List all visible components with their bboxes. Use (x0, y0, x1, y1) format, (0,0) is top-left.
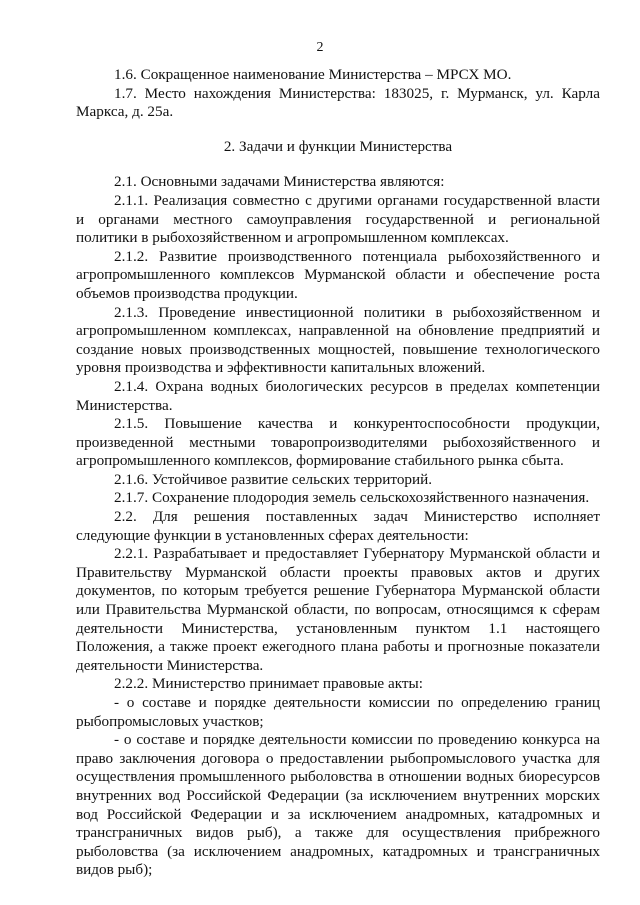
paragraph-2-1-5: 2.1.5. Повышение качества и конкурентоспособности продукции, произведенной местными товаропроизводителями рыбохозяйственного и агропромышленного комплексов, формирование стабильного рынка сбыта. (76, 415, 600, 470)
section-heading: 2. Задачи и функции Министерства (223, 137, 453, 155)
document-body (76, 66, 600, 880)
paragraph-2-1: 2.1. Основными задачами Министерства являются: (114, 173, 445, 191)
paragraph-2-1-2: 2.1.2. Развитие производственного потенциала рыбохозяйственного и агропромышленного комплексов Мурманской области и обеспечение роста объемов производства продукции. (76, 247, 600, 302)
paragraph-2-1-6: 2.1.6. Устойчивое развитие сельских территорий. (114, 470, 433, 488)
page-number: 2 (316, 40, 324, 55)
paragraph-2-2-1: 2.2.1. Разрабатывает и предоставляет Губернатору Мурманской области и Правительству Мурманской области проекты правовых актов и других документов, по которым требуется решение Губернатора Мурманской области или Правительства Мурманской области, по вопросам, относящимся к сферам деятельности Министерства, установленным пунктом 1.1 настоящего Положения, а также проект ежегодного плана работы и прогнозные показатели деятельности Министерства. (76, 545, 600, 674)
paragraph-2-1-1: 2.1.1. Реализация совместно с другими органами государственной власти и органами местного самоуправления государственной и региональной политики в рыбохозяйственном и агропромышленном комплексах. (76, 191, 600, 247)
list-item-commission-borders: - о составе и порядке деятельности комиссии по определению границ рыбопромысловых участков; (76, 694, 600, 730)
list-item-commission-contest: - о составе и порядке деятельности комиссии по проведению конкурса на право заключения договора о предоставлении рыбопромыслового участка для осуществления промышленного рыболовства в отношении водных биоресурсов внутренних вод Российской Федерации (за исключением внутренних морских вод Российской Федерации и за исключением анадромных, катадромных и трансграничных видов рыб), а также для осуществления прибрежного рыболовства (за исключением анадромных, катадромных и трансграничных видов рыб); (76, 731, 600, 879)
paragraph-2-2-2: 2.2.2. Министерство принимает правовые акты: (114, 675, 423, 693)
paragraph-1-6: 1.6. Сокращенное наименование Министерства – МРСХ МО. (114, 66, 512, 83)
paragraph-2-1-3: 2.1.3. Проведение инвестиционной политики в рыбохозяйственном и агропромышленном комплексах, направленной на обновление предприятий и создание новых производственных мощностей, повышение технологического уровня производства и эффективности капитальных вложений. (76, 303, 600, 377)
paragraph-2-1-7: 2.1.7. Сохранение плодородия земель сельскохозяйственного назначения. (114, 489, 590, 507)
paragraph-1-7: 1.7. Место нахождения Министерства: 183025, г. Мурманск, ул. Карла Маркса, д. 25а. (76, 84, 600, 121)
paragraph-2-2: 2.2. Для решения поставленных задач Министерство исполняет следующие функции в установленных сферах деятельности: (76, 508, 600, 544)
paragraph-2-1-4: 2.1.4. Охрана водных биологических ресурсов в пределах компетенции Министерства. (76, 377, 600, 414)
